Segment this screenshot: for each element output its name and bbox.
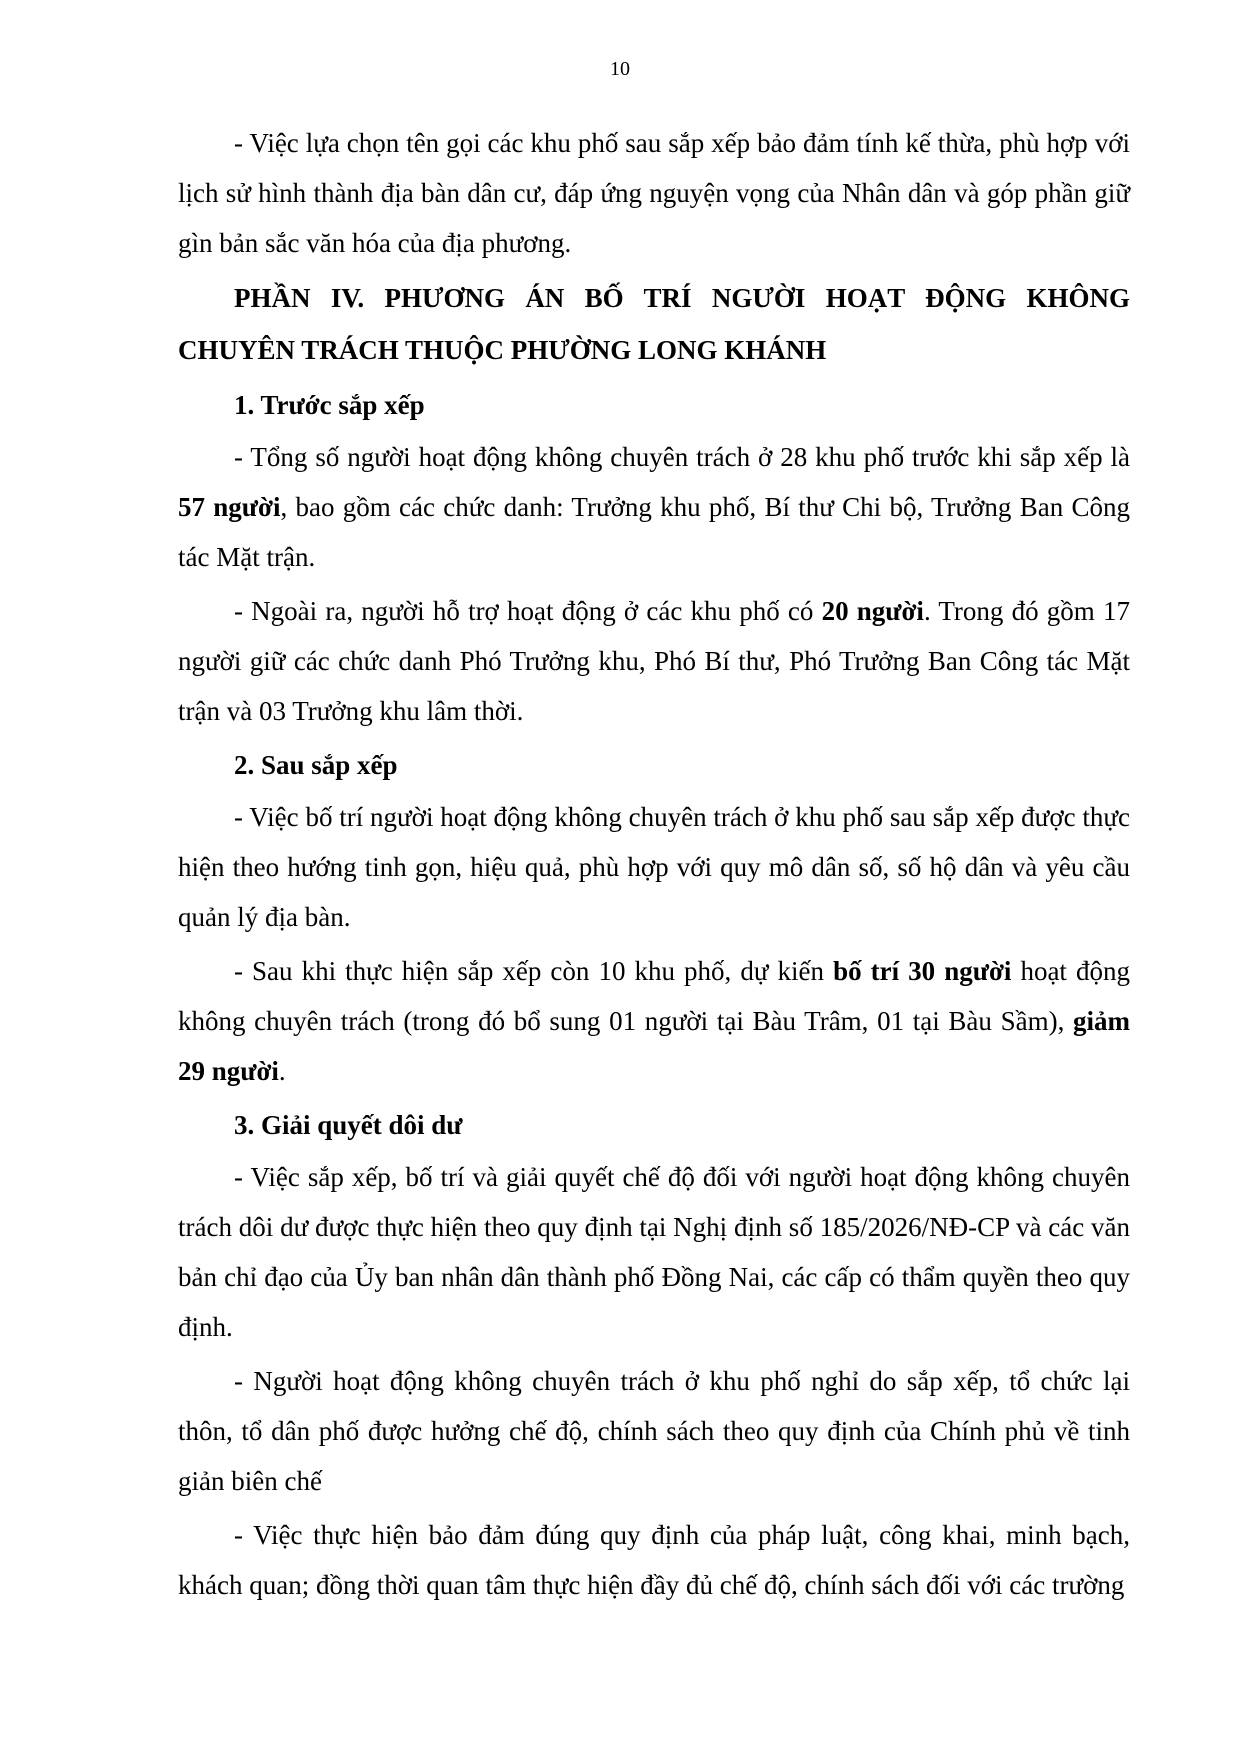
text-run: , bao gồm các chức danh: Trưởng khu phố, Bí thư Chi bộ, Trưởng Ban Công tác Mặt trận. xyxy=(178,492,1130,572)
bold-count: 20 người xyxy=(821,596,924,626)
paragraph-total-staff xyxy=(178,432,1130,582)
paragraph-arrangement: - Việc bố trí người hoạt động không chuyên trách ở khu phố sau sắp xếp được thực hiện theo hướng tinh gọn, hiệu quả, phù hợp với quy mô dân số, số hộ dân và yêu cầu quản lý địa bàn. xyxy=(178,802,1130,932)
paragraph-decree: - Việc sắp xếp, bố trí và giải quyết chế độ đối với người hoạt động không chuyên trách dôi dư được thực hiện theo quy định tại Nghị định số 185/2026/NĐ-CP và các văn bản chỉ đạo của Ủy ban nhân dân thành phố Đồng Nai, các cấp có thẩm quyền theo quy định. xyxy=(178,1162,1130,1342)
paragraph-naming: - Việc lựa chọn tên gọi các khu phố sau sắp xếp bảo đảm tính kế thừa, phù hợp với lịch sử hình thành địa bàn dân cư, đáp ứng nguyện vọng của Nhân dân và góp phần giữ gìn bản sắc văn hóa của địa phương. xyxy=(178,128,1130,258)
page-number: 10 xyxy=(610,58,630,80)
bold-count: giảm 29 người xyxy=(178,1006,1130,1086)
paragraph-after-count xyxy=(178,946,1130,1096)
text-run: - Ngoài ra, người hỗ trợ hoạt động ở các khu phố có xyxy=(234,596,822,626)
heading-after: 2. Sau sắp xếp xyxy=(234,750,398,780)
paragraph-implementation: - Việc thực hiện bảo đảm đúng quy định của pháp luật, công khai, minh bạch, khách quan; đồng thời quan tâm thực hiện đầy đủ chế độ, chính sách đối với các trường xyxy=(178,1520,1130,1600)
text-run: hoạt động không chuyên trách (trong đó bổ sung 01 người tại Bàu Trâm, 01 tại Bàu Sầm), xyxy=(178,956,1130,1036)
section-title: PHẦN IV. PHƯƠNG ÁN BỐ TRÍ NGƯỜI HOẠT ĐỘNG KHÔNG CHUYÊN TRÁCH THUỘC PHƯỜNG LONG KHÁNH xyxy=(178,283,1130,365)
text-run: - Sau khi thực hiện sắp xếp còn 10 khu phố, dự kiến xyxy=(234,956,834,986)
heading-surplus: 3. Giải quyết dôi dư xyxy=(234,1110,463,1140)
text-run: - Tổng số người hoạt động không chuyên trách ở 28 khu phố trước khi sắp xếp là xyxy=(234,442,1130,472)
document-body xyxy=(178,118,1130,1614)
bold-count: 57 người xyxy=(178,492,281,522)
paragraph-support-staff xyxy=(178,586,1130,736)
text-run: . xyxy=(278,1056,286,1086)
heading-before: 1. Trước sắp xếp xyxy=(234,390,425,420)
paragraph-policy: - Người hoạt động không chuyên trách ở khu phố nghỉ do sắp xếp, tổ chức lại thôn, tổ dân phố được hưởng chế độ, chính sách theo quy định của Chính phủ về tinh giản biên chế xyxy=(178,1366,1130,1496)
bold-count: bố trí 30 người xyxy=(833,956,1012,986)
text-run: . Trong đó gồm 17 người giữ các chức danh Phó Trưởng khu, Phó Bí thư, Phó Trưởng Ban Công tác Mặt trận và 03 Trưởng khu lâm thời. xyxy=(178,596,1130,726)
